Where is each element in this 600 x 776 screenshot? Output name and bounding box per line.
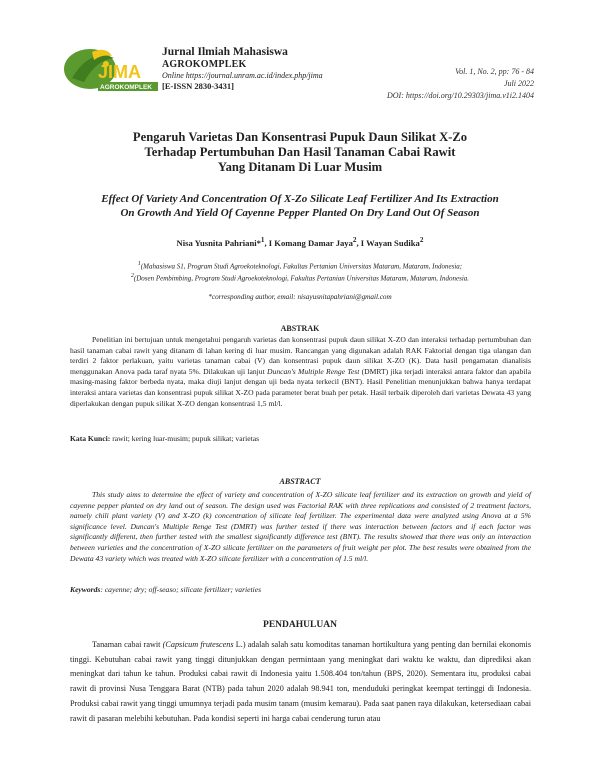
- volume-info: Vol. 1, No. 2, pp: 76 - 84: [455, 67, 534, 76]
- title-id-line: Terhadap Pertumbuhan Dan Hasil Tanaman Cabai Rawit: [144, 145, 456, 159]
- journal-publisher: AGROKOMPLEK: [162, 59, 247, 70]
- affiliation-2: $^2$(Dosen Pembimbing, Program Studi Agroekoteknologi, Fakultas Pertanian Universitas Mataram, Mataram, Indonesia.: [130, 273, 470, 283]
- journal-name: Jurnal Ilmiah Mahasiswa: [162, 46, 288, 58]
- introduction-body: Tanaman cabai rawit (Capsicum frutescens L.) adalah salah satu komoditas tanaman hortikultura yang penting dan bernilai ekonomis tinggi. Kebutuhan cabai rawit yang tinggi ditunjukkan dengan permintaan yang meningkat dari waktu ke waktu, dan diprediksi akan meningkat dari tahun ke tahun. Produksi cabai rawit di Indonesia yaitu 1.508.404 ton/tahun (BPS, 2020). Sementara itu, produksi cabai rawit di provinsi Nusa Tenggara Barat (NTB) pada tahun 2020 adalah 98.941 ton, menduduki peringkat keempat tertinggi di Indonesia. Produksi cabai rawit yang tinggi umumnya terjadi pada musim tanam (musim kemarau). Pada saat panen raya dilakukan, ketersediaan cabai rawit di pasaran melebihi kebutuhan. Pada kondisi seperti ini harga cabai cenderung turun atau: [70, 640, 532, 723]
- keywords-english: Keywords: cayenne; dry; off-seaso; silicate fertilizer; varieties: [70, 585, 262, 594]
- author-sup: 1: [260, 236, 265, 244]
- introduction-title: PENDAHULUAN: [263, 620, 337, 630]
- author-name: , I Komang Damar Jaya: [264, 237, 353, 248]
- author-sup: 2: [419, 236, 424, 244]
- logo-text: JIMA: [98, 62, 142, 82]
- abstrak-title: ABSTRAK: [280, 324, 320, 333]
- logo-subtext: AGROKOMPLEK: [100, 84, 152, 91]
- journal-issn: [E-ISSN 2830-3431]: [162, 81, 235, 91]
- abstract-title: ABSTRACT: [279, 477, 321, 486]
- article-meta: [387, 66, 534, 102]
- abstract-body: This study aims to determine the effect of variety and concentration of X-ZO silicate leaf fertilizer and its extraction on growth and yield of cayenne pepper planted on dry land out of season. The design used was Factorial RAK with three replications and consisted of 2 treatment factors, namely chili plant variety (V) and X-ZO (k) concentration of silicate leaf fertilizer. The experimental data were analyzed using Anova at a 5% significance level. Duncan's Multiple Renge Test (DMRT) was further tested if there was interaction between factors and if each factor was significantly different, then further tested with the smallest significantly difference test (BNT). The results showed that there was only an interaction between varieties and the concentration of X-ZO silicate fertilizer on the parameters of fruit weight per plot. The best results were obtained from the Dewata 43 variety which was treated with X-ZO silicate fertilizer with a concentration of 1.5 ml/l.: [70, 490, 531, 563]
- journal-url[interactable]: Online https://journal.unram.ac.id/index.php/jima: [162, 71, 323, 80]
- title-en-line: Effect Of Variety And Concentration Of X-Zo Silicate Leaf Fertilizer And Its Extraction: [101, 193, 499, 205]
- journal-logo: [62, 44, 160, 96]
- author-list: [60, 236, 540, 248]
- title-english: [60, 192, 540, 220]
- abstrak-body: Penelitian ini bertujuan untuk mengetahui pengaruh varietas dan konsentrasi pupuk daun silikat X-ZO dan interaksi terhadap pertumbuhan dan hasil tanaman cabai rawit yang ditanam di lahan kering di luar musim. Rancangan yang digunakan adalah RAK Faktorial dengan tiga ulangan dan terdiri 2 faktor perlakuan, yaitu varietas tanaman cabai (V) dan konsentrasi pupuk daun silikat X-ZO (K). Data hasil pengamatan dianalisis menggunakan Anova pada taraf nyata 5%. Dilakukan uji lanjut Duncan's Multiple Renge Test (DMRT) jika terjadi interaksi antara faktor dan apabila masing-masing faktor berbeda nyata, maka diuji lanjut dengan uji beda nyata terkecil (BNT). Hasil Penelitian menunjukkan bahwa hanya terdapat interaksi antara varietas dan konsentrasi pupuk silikat X-ZO pada parameter berat buah per petak. Hasil terbaik diperoleh dari varietas Dewata 43 yang diperlakukan dengan pupuk silikat X-ZO dengan konsentrasi 1,5 ml/l.: [70, 335, 531, 408]
- affiliation-1: $^1$(Mahasiswa S1, Program Studi Agroekoteknologi, Fakultas Pertanian Universitas Mataram, Mataram, Indonesia;: [137, 261, 463, 271]
- author-name: Nisa Yusnita Pahriani*: [176, 237, 261, 248]
- affiliations: [55, 259, 545, 284]
- keywords-indonesian: Kata Kunci: rawit; kering luar-musim; pupuk silikat; varietas: [70, 434, 260, 443]
- journal-info: [162, 46, 412, 92]
- corresponding-email: *corresponding author, email: nisayusnitapahriani@gmail.com: [208, 293, 392, 301]
- title-id-line: Pengaruh Varietas Dan Konsentrasi Pupuk Daun Silikat X-Zo: [132, 130, 468, 144]
- publication-date: Juli 2022: [504, 79, 534, 88]
- title-en-line: On Growth And Yield Of Cayenne Pepper Planted On Dry Land Out Of Season: [120, 207, 480, 219]
- journal-logo-graphic: [62, 44, 160, 96]
- title-indonesian: [70, 130, 530, 175]
- author-sup: 2: [352, 236, 357, 244]
- title-id-line: Yang Ditanam Di Luar Musim: [217, 160, 383, 174]
- author-name: , I Wayan Sudika: [356, 237, 420, 248]
- doi-link[interactable]: DOI: https://doi.org/10.29303/jima.v1i2.1404: [386, 91, 534, 100]
